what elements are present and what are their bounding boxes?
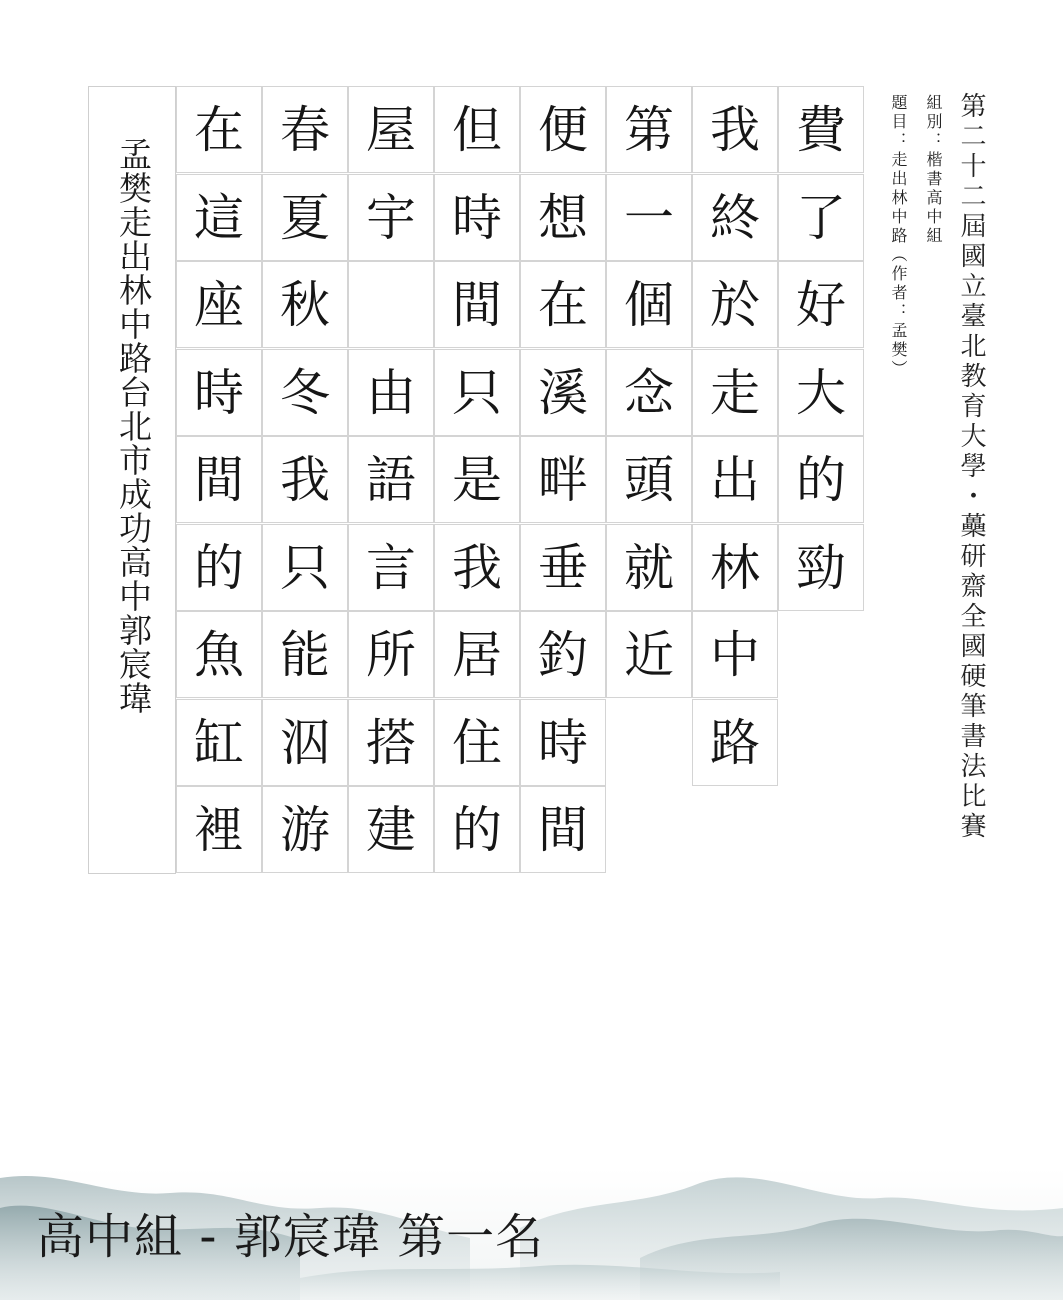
grid-cell: 是 [434,436,520,523]
grid-cell: 就 [606,524,692,611]
grid-cell: 但 [434,86,520,173]
grid-cell: 走 [692,349,778,436]
grid-cell: 出 [692,436,778,523]
competition-title: 第二十二屆國立臺北教育大學・蘽研齋全國硬筆書法比賽 [956,92,986,842]
grid-cell: 便 [520,86,606,173]
grid-cell: 間 [176,436,262,523]
grid-cell: 座 [176,261,262,348]
grid-cell: 中 [692,611,778,698]
grid-cell: 終 [692,174,778,261]
signature-column [88,86,176,874]
grid-cell: 春 [262,86,348,173]
grid-cell: 住 [434,699,520,786]
grid-cell: 秋 [262,261,348,348]
grid-cell: 只 [262,524,348,611]
grid-cell: 泅 [262,699,348,786]
grid-cell: 於 [692,261,778,348]
grid-cell: 的 [176,524,262,611]
grid-cell: 宇 [348,174,434,261]
grid-cell: 言 [348,524,434,611]
grid-cell: 建 [348,786,434,873]
award-caption: 高中組 - 郭宸瑋 第一名 [36,1209,545,1265]
grid-cell: 個 [606,261,692,348]
grid-cell: 近 [606,611,692,698]
grid-cell: 我 [692,86,778,173]
grid-cell: 了 [778,174,864,261]
grid-cell: 屋 [348,86,434,173]
grid-cell: 魚 [176,611,262,698]
grid-cell: 間 [434,261,520,348]
grid-cell: 釣 [520,611,606,698]
grid-cell: 間 [520,786,606,873]
grid-cell: 第 [606,86,692,173]
grid-cell: 我 [262,436,348,523]
grid-cell: 搭 [348,699,434,786]
grid-cell: 林 [692,524,778,611]
calligraphy-grid-sheet [88,86,864,876]
grid-cell: 好 [778,261,864,348]
grid-cell: 一 [606,174,692,261]
grid-cell: 所 [348,611,434,698]
grid-cell: 游 [262,786,348,873]
grid-cell: 頭 [606,436,692,523]
grid-cell: 時 [434,174,520,261]
group-label: 組別：楷書高中組 [924,94,943,246]
grid-cell [348,261,434,348]
grid-cell: 在 [520,261,606,348]
grid-cell: 溪 [520,349,606,436]
grid-cell: 的 [434,786,520,873]
grid-cell: 大 [778,349,864,436]
grid-cell: 冬 [262,349,348,436]
signature-text: 孟樊走出林中路台北市成功高中郭宸瑋 [114,137,153,715]
grid-cell: 垂 [520,524,606,611]
topic-label: 題目：走出林中路（作者：孟樊） [889,94,908,379]
grid-cell: 勁 [778,524,864,611]
grid-cell: 由 [348,349,434,436]
grid-cell: 居 [434,611,520,698]
grid-cell: 想 [520,174,606,261]
grid-cell: 畔 [520,436,606,523]
grid-cell: 時 [520,699,606,786]
grid-cell: 語 [348,436,434,523]
grid-cell: 只 [434,349,520,436]
grid-cell: 在 [176,86,262,173]
grid-cell: 時 [176,349,262,436]
grid-cell: 的 [778,436,864,523]
grid-cell: 路 [692,699,778,786]
grid-cell: 能 [262,611,348,698]
grid-cell: 這 [176,174,262,261]
grid-cell: 裡 [176,786,262,873]
grid-cell: 我 [434,524,520,611]
grid-cell: 缸 [176,699,262,786]
grid-cell: 費 [778,86,864,173]
grid-cell: 念 [606,349,692,436]
grid-cell: 夏 [262,174,348,261]
